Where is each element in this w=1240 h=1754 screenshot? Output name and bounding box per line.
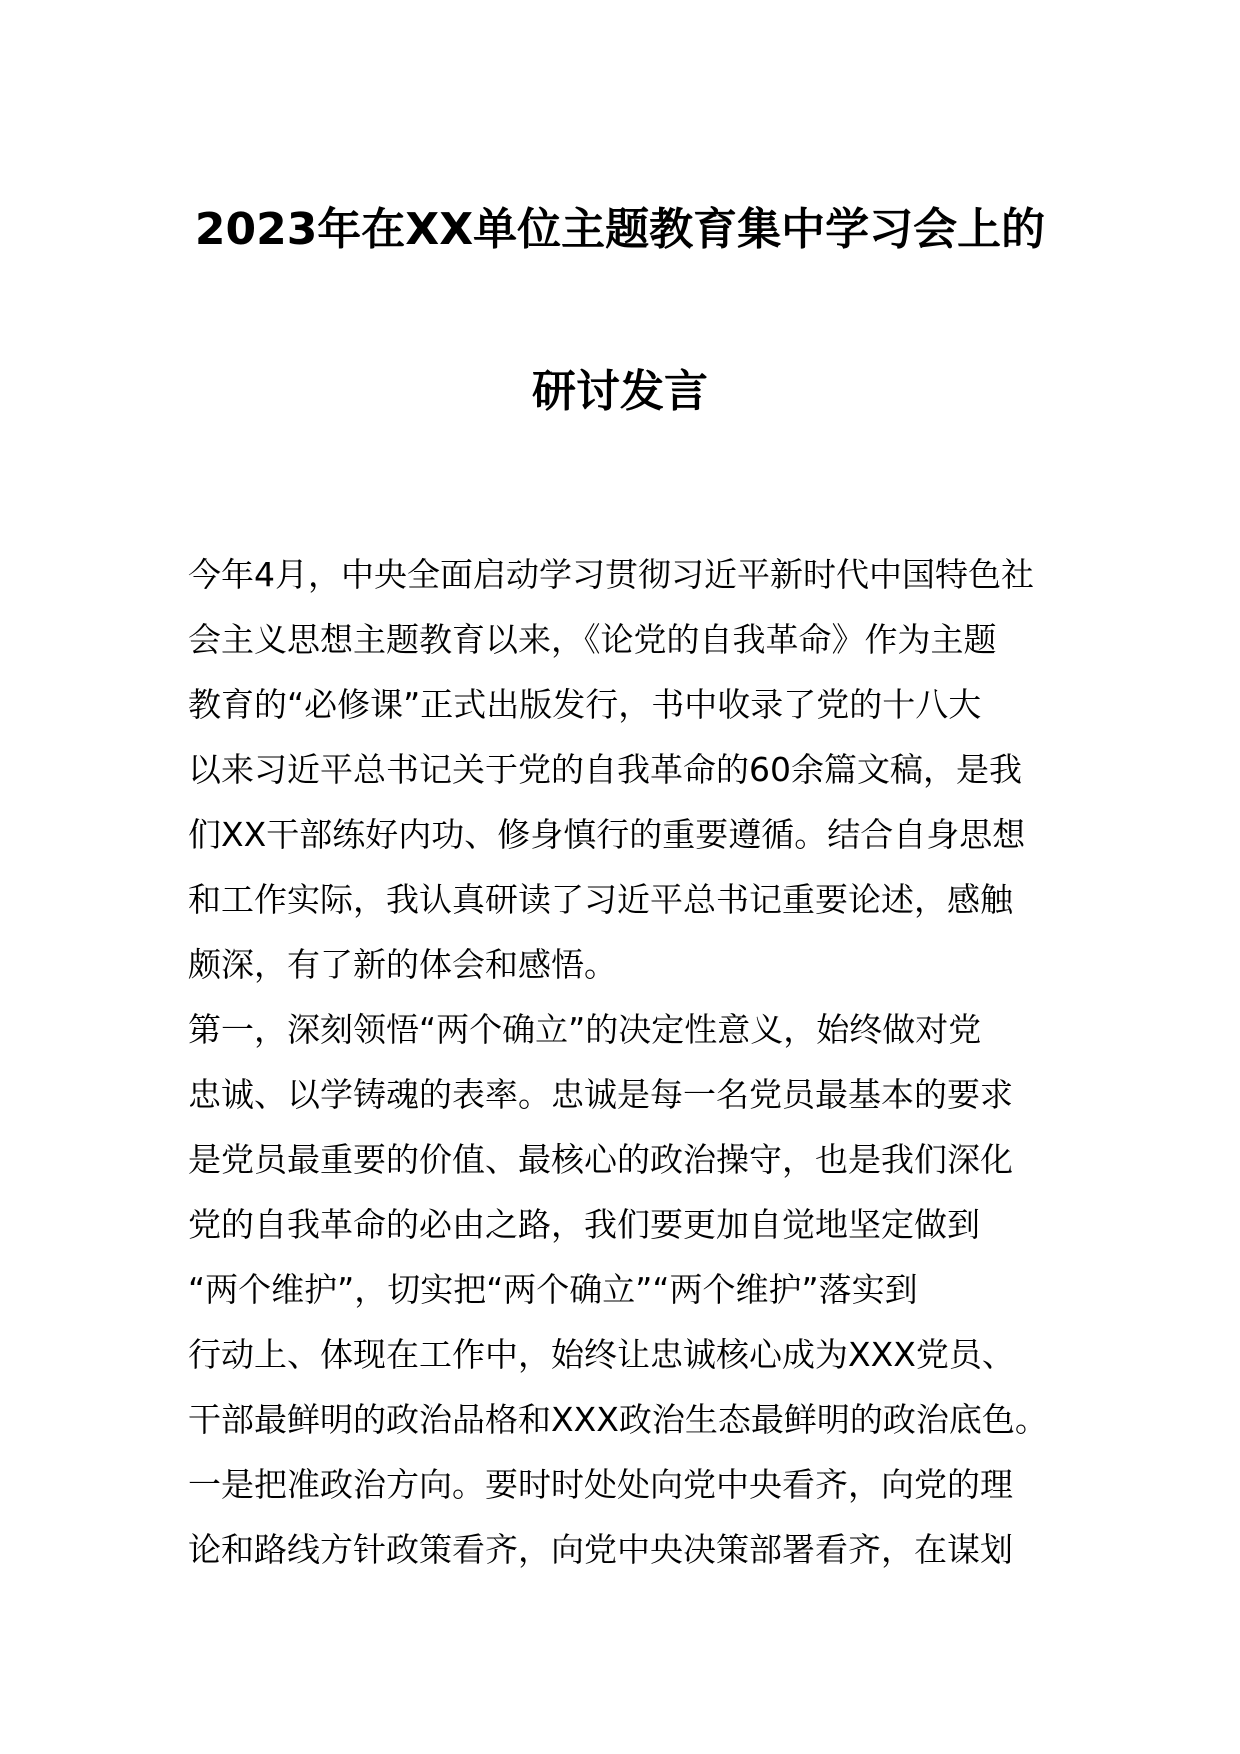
body-line: 颇深，有了新的体会和感悟。 <box>188 945 617 984</box>
body-line: 党的自我革命的必由之路，我们要更加自觉地坚定做到 <box>188 1205 980 1244</box>
body-line: 一是把准政治方向。要时时处处向党中央看齐，向党的理 <box>188 1465 1013 1504</box>
document-title-line-2: 研讨发言 <box>532 366 708 417</box>
body-line: 会主义思想主题教育以来，《论党的自我革命》作为主题 <box>188 620 997 659</box>
body-line: 论和路线方针政策看齐，向党中央决策部署看齐，在谋划 <box>188 1530 1013 1569</box>
body-line: 是党员最重要的价值、最核心的政治操守，也是我们深化 <box>188 1140 1013 1179</box>
body-line: “两个维护”，切实把“两个确立”“两个维护”落实到 <box>188 1270 918 1309</box>
body-line: 们XX干部练好内功、修身慎行的重要遵循。结合自身思想 <box>188 815 1026 854</box>
body-line: 忠诚、以学铸魂的表率。忠诚是每一名党员最基本的要求 <box>188 1075 1013 1114</box>
body-line: 教育的“必修课”正式出版发行，书中收录了党的十八大 <box>188 685 982 724</box>
document-title-line-1: 2023年在XX单位主题教育集中学习会上的 <box>194 204 1046 255</box>
document-body <box>188 542 1068 1582</box>
body-line: 以来习近平总书记关于党的自我革命的60余篇文稿，是我 <box>188 750 1022 789</box>
body-line: 行动上、体现在工作中，始终让忠诚核心成为XXX党员、 <box>188 1335 1015 1374</box>
body-line: 干部最鲜明的政治品格和XXX政治生态最鲜明的政治底色。 <box>188 1400 1048 1439</box>
body-line: 第一，深刻领悟“两个确立”的决定性意义，始终做对党 <box>188 1010 982 1049</box>
body-line: 和工作实际，我认真研读了习近平总书记重要论述，感触 <box>188 880 1013 919</box>
body-line: 今年4月，中央全面启动学习贯彻习近平新时代中国特色社 <box>188 555 1034 594</box>
